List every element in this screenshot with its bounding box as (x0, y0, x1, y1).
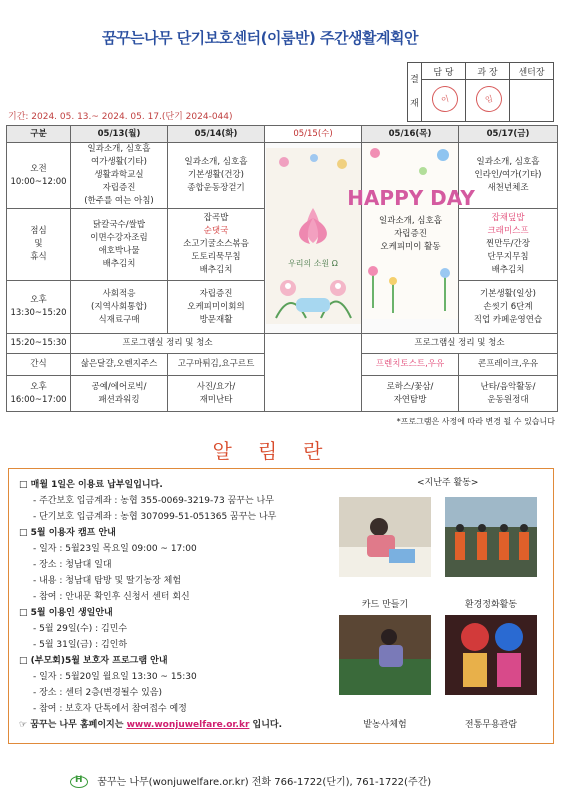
approval-col-1: 담 당 (422, 63, 466, 80)
photo-card-making (339, 497, 431, 577)
row-label-afternoon (7, 281, 71, 334)
cell-line: 크래미스프 (487, 226, 529, 236)
approval-box (407, 62, 554, 122)
notice-line: - 일자 : 5월23일 목요일 09:00 ~ 17:00 (33, 544, 197, 554)
notice-line: - 주간보호 입금계좌 : 농협 355-0069-3219-73 꿈꾸는 나무 (33, 496, 274, 506)
cell-line: 새천년체조 (487, 183, 529, 193)
photo-traditional-dance (445, 615, 537, 695)
day-fri: 05/17(금) (459, 126, 558, 143)
cell-line: 방문재활 (199, 314, 233, 325)
photos-title: <지난주 활동> (417, 478, 479, 488)
poster-caption: 우리의 소원 Ω (287, 258, 338, 268)
cell-line: 잡채덮밥 (491, 213, 525, 223)
approval-side-top: 결 (410, 75, 419, 85)
cell-line: 애호박나물 (98, 245, 140, 256)
signature-cell-2 (466, 80, 510, 122)
cell-line: 기본생활(건강) (188, 170, 244, 180)
org-logo-icon (70, 776, 88, 788)
homepage-link[interactable]: www.wonjuwelfare.or.kr (126, 720, 250, 730)
cell-mon-late (71, 376, 168, 412)
notice-line: - 내용 : 청남대 탐방 및 딸기농장 체험 (33, 576, 182, 586)
cell-cleanup-left: 프로그램실 정리 및 청소 (71, 334, 265, 354)
cell-mon-snack: 삶은달걀,오렌지주스 (71, 354, 168, 376)
cell-line: 배추김치 (102, 258, 136, 269)
schedule-table (6, 125, 558, 412)
notice-head: □ 5월 이용자 캠프 안내 (19, 528, 116, 538)
label-line: 오전 (30, 163, 47, 174)
cell-line: (지역사회통합) (91, 301, 147, 312)
label-line: 및 (34, 239, 43, 249)
notice-line: - 참여 : 보호자 단톡에서 참여접수 예정 (33, 704, 187, 714)
cell-line: 자립증진 (199, 288, 233, 299)
label-line: 오후 (30, 381, 47, 392)
notice-line: - 단기보호 입금계좌 : 농협 307099-51-051365 꿈꾸는 나무 (33, 512, 277, 522)
happy-text: HAPPY DAY (347, 186, 475, 210)
cell-mon-afternoon (71, 281, 168, 334)
cell-fri-afternoon (459, 281, 558, 334)
signature-cell-1 (422, 80, 466, 122)
cell-line: 인라인/여가(기타) (474, 170, 542, 180)
row-label-snack: 간식 (7, 354, 71, 376)
cell-line: 일과소개, 심호흡 (379, 216, 442, 226)
cell-line: 생활과학교실 (94, 170, 144, 180)
cell-tue-lunch (168, 209, 265, 281)
notice-line: - 장소 : 센터 2층(변경될수 있음) (33, 688, 162, 698)
schedule-note: *프로그램은 사정에 따라 변경 될 수 있습니다 (396, 417, 555, 426)
photo-caption: 카드 만들기 (361, 600, 409, 610)
notice-list (19, 477, 339, 733)
homepage-prefix: ☞ 꿈꾸는 나무 홈페이지는 (19, 720, 124, 730)
approval-side-bottom: 재 (410, 99, 419, 109)
homepage-line (19, 717, 339, 733)
notice-line: - 일자 : 5월20일 월요일 13:30 ~ 15:30 (33, 672, 197, 682)
cell-line: 오케피미이회의 (187, 301, 245, 312)
cell-line: 공예/에어로빅/ (91, 381, 147, 392)
day-thu: 05/16(목) (362, 126, 459, 143)
cell-tue-late (168, 376, 265, 412)
label-line: 13:30~15:20 (10, 308, 67, 318)
cell-line: 자립증진 (394, 229, 427, 239)
cell-line: 재미난타 (199, 394, 233, 405)
photo-environment-cleanup (445, 497, 537, 577)
day-tue: 05/14(화) (168, 126, 265, 143)
cell-fri-late (459, 376, 558, 412)
cell-cleanup-right: 프로그램실 정리 및 청소 (362, 334, 558, 354)
cell-line: 일과소개, 심호흡 (87, 144, 151, 154)
cell-line: 순댓국 (203, 226, 229, 236)
photo-caption: 전통무용관람 (464, 720, 518, 730)
label-line: 휴식 (30, 252, 47, 262)
cell-line: 손씻기 6단계 (483, 301, 533, 312)
stamp-icon: 임 (473, 83, 505, 115)
notice-head: □ (부모회)5월 보호자 프로그램 안내 (19, 656, 168, 666)
cell-line: 이면수강자조림 (90, 232, 148, 243)
cell-tue-snack: 고구마튀김,요구르트 (168, 354, 265, 376)
photo-caption: 밭농사체험 (363, 720, 407, 730)
cell-line: 배추김치 (199, 265, 233, 275)
signature-cell-3 (510, 80, 554, 122)
label-line: 10:00~12:00 (10, 176, 67, 187)
cell-line: 찐만두/간장 (486, 239, 530, 249)
cell-line: 일과소개, 심호흡 (184, 157, 248, 167)
page-title: 꿈꾸는나무 단기보호센터(이룸반) 주간생활계획안 (102, 29, 418, 47)
cell-line: 사회적응 (102, 288, 136, 299)
thu-overlay (362, 215, 459, 254)
cell-line: (한주를 여는 아침) (84, 196, 154, 206)
row-label-lunch (7, 209, 71, 281)
approval-col-3: 센터장 (510, 63, 554, 80)
label-line: 16:00~17:00 (10, 394, 67, 405)
cell-fri-lunch (459, 209, 558, 281)
cell-wed-empty (265, 334, 362, 412)
cell-line: 여가생활(기타) (91, 157, 147, 167)
cell-mon-morning (71, 143, 168, 209)
notice-title: 알림란 (212, 439, 349, 463)
footer (70, 773, 431, 788)
cell-line: 식재료구매 (98, 314, 140, 325)
row-label-cleanup: 15:20~15:30 (7, 334, 71, 354)
photo-caption: 환경정화활동 (464, 600, 518, 610)
cell-line: 단무지무침 (487, 252, 529, 262)
cell-thu-late (362, 376, 459, 412)
cell-line: 사진/요가/ (196, 381, 236, 392)
wed-poster (265, 143, 362, 334)
cell-line: 소고기굴소스볶음 (183, 239, 249, 249)
notice-box (8, 468, 554, 744)
day-wed: 05/15(수) (265, 126, 362, 143)
cell-thu-snack: 프렌치토스트,우유 (362, 354, 459, 376)
photo-farming (339, 615, 431, 695)
homepage-suffix: 입니다. (252, 720, 283, 730)
notice-head: □ 5월 이용인 생일안내 (19, 608, 113, 618)
cell-line: 기본생활(일상) (480, 288, 536, 299)
row-label-morning (7, 143, 71, 209)
cell-line: 로하스/꽃삼/ (386, 381, 434, 392)
approval-col-2: 과 장 (466, 63, 510, 80)
stamp-icon: 이 (429, 83, 461, 115)
footer-text: 꿈꾸는 나무(wonjuwelfare.or.kr) 전화 766-1722(단기), 761-1722(주간) (97, 777, 432, 788)
cell-line: 도토리묵무침 (191, 252, 241, 262)
cell-tue-afternoon (168, 281, 265, 334)
cell-line: 잡곡밥 (203, 213, 229, 223)
label-line: 점심 (30, 226, 47, 236)
period-label: 기간: 2024. 05. 13.~ 2024. 05. 17.(단기 2024-044) (8, 112, 233, 122)
approval-side (408, 63, 422, 122)
notice-head: □ 매월 1일은 이용료 납부일입니다. (19, 480, 163, 490)
cell-line: 오케피미이 활동 (380, 242, 441, 252)
cell-line: 배추김치 (491, 265, 525, 275)
notice-line: - 5월 31일(금) : 김인하 (33, 640, 128, 650)
cell-line: 닭칼국수/쌀밥 (92, 219, 146, 230)
cell-line: 난타/음악활동/ (480, 381, 536, 392)
cell-mon-lunch (71, 209, 168, 281)
cell-line: 직업 카페운영연습 (473, 314, 543, 325)
cell-fri-snack: 콘프레이크,우유 (459, 354, 558, 376)
col-header: 구분 (7, 126, 71, 143)
cell-line: 일과소개, 심호흡 (476, 157, 540, 167)
cell-line: 자립증진 (102, 183, 136, 193)
row-label-late (7, 376, 71, 412)
day-mon: 05/13(월) (71, 126, 168, 143)
cell-line: 운동원정대 (487, 394, 529, 405)
cell-line: 자연탐방 (393, 394, 427, 405)
notice-line: - 5월 29일(수) : 김민수 (33, 624, 128, 634)
cell-line: 종합운동장걷기 (187, 183, 245, 193)
notice-line: - 참여 : 안내문 확인후 신청서 센터 회신 (33, 592, 190, 602)
thu-poster-cell (347, 143, 475, 334)
cell-line: 패션과워킹 (98, 394, 140, 405)
notice-line: - 장소 : 청남대 일대 (33, 560, 112, 570)
cell-tue-morning (168, 143, 265, 209)
lotus-poster-image (266, 148, 361, 324)
label-line: 오후 (30, 295, 47, 305)
